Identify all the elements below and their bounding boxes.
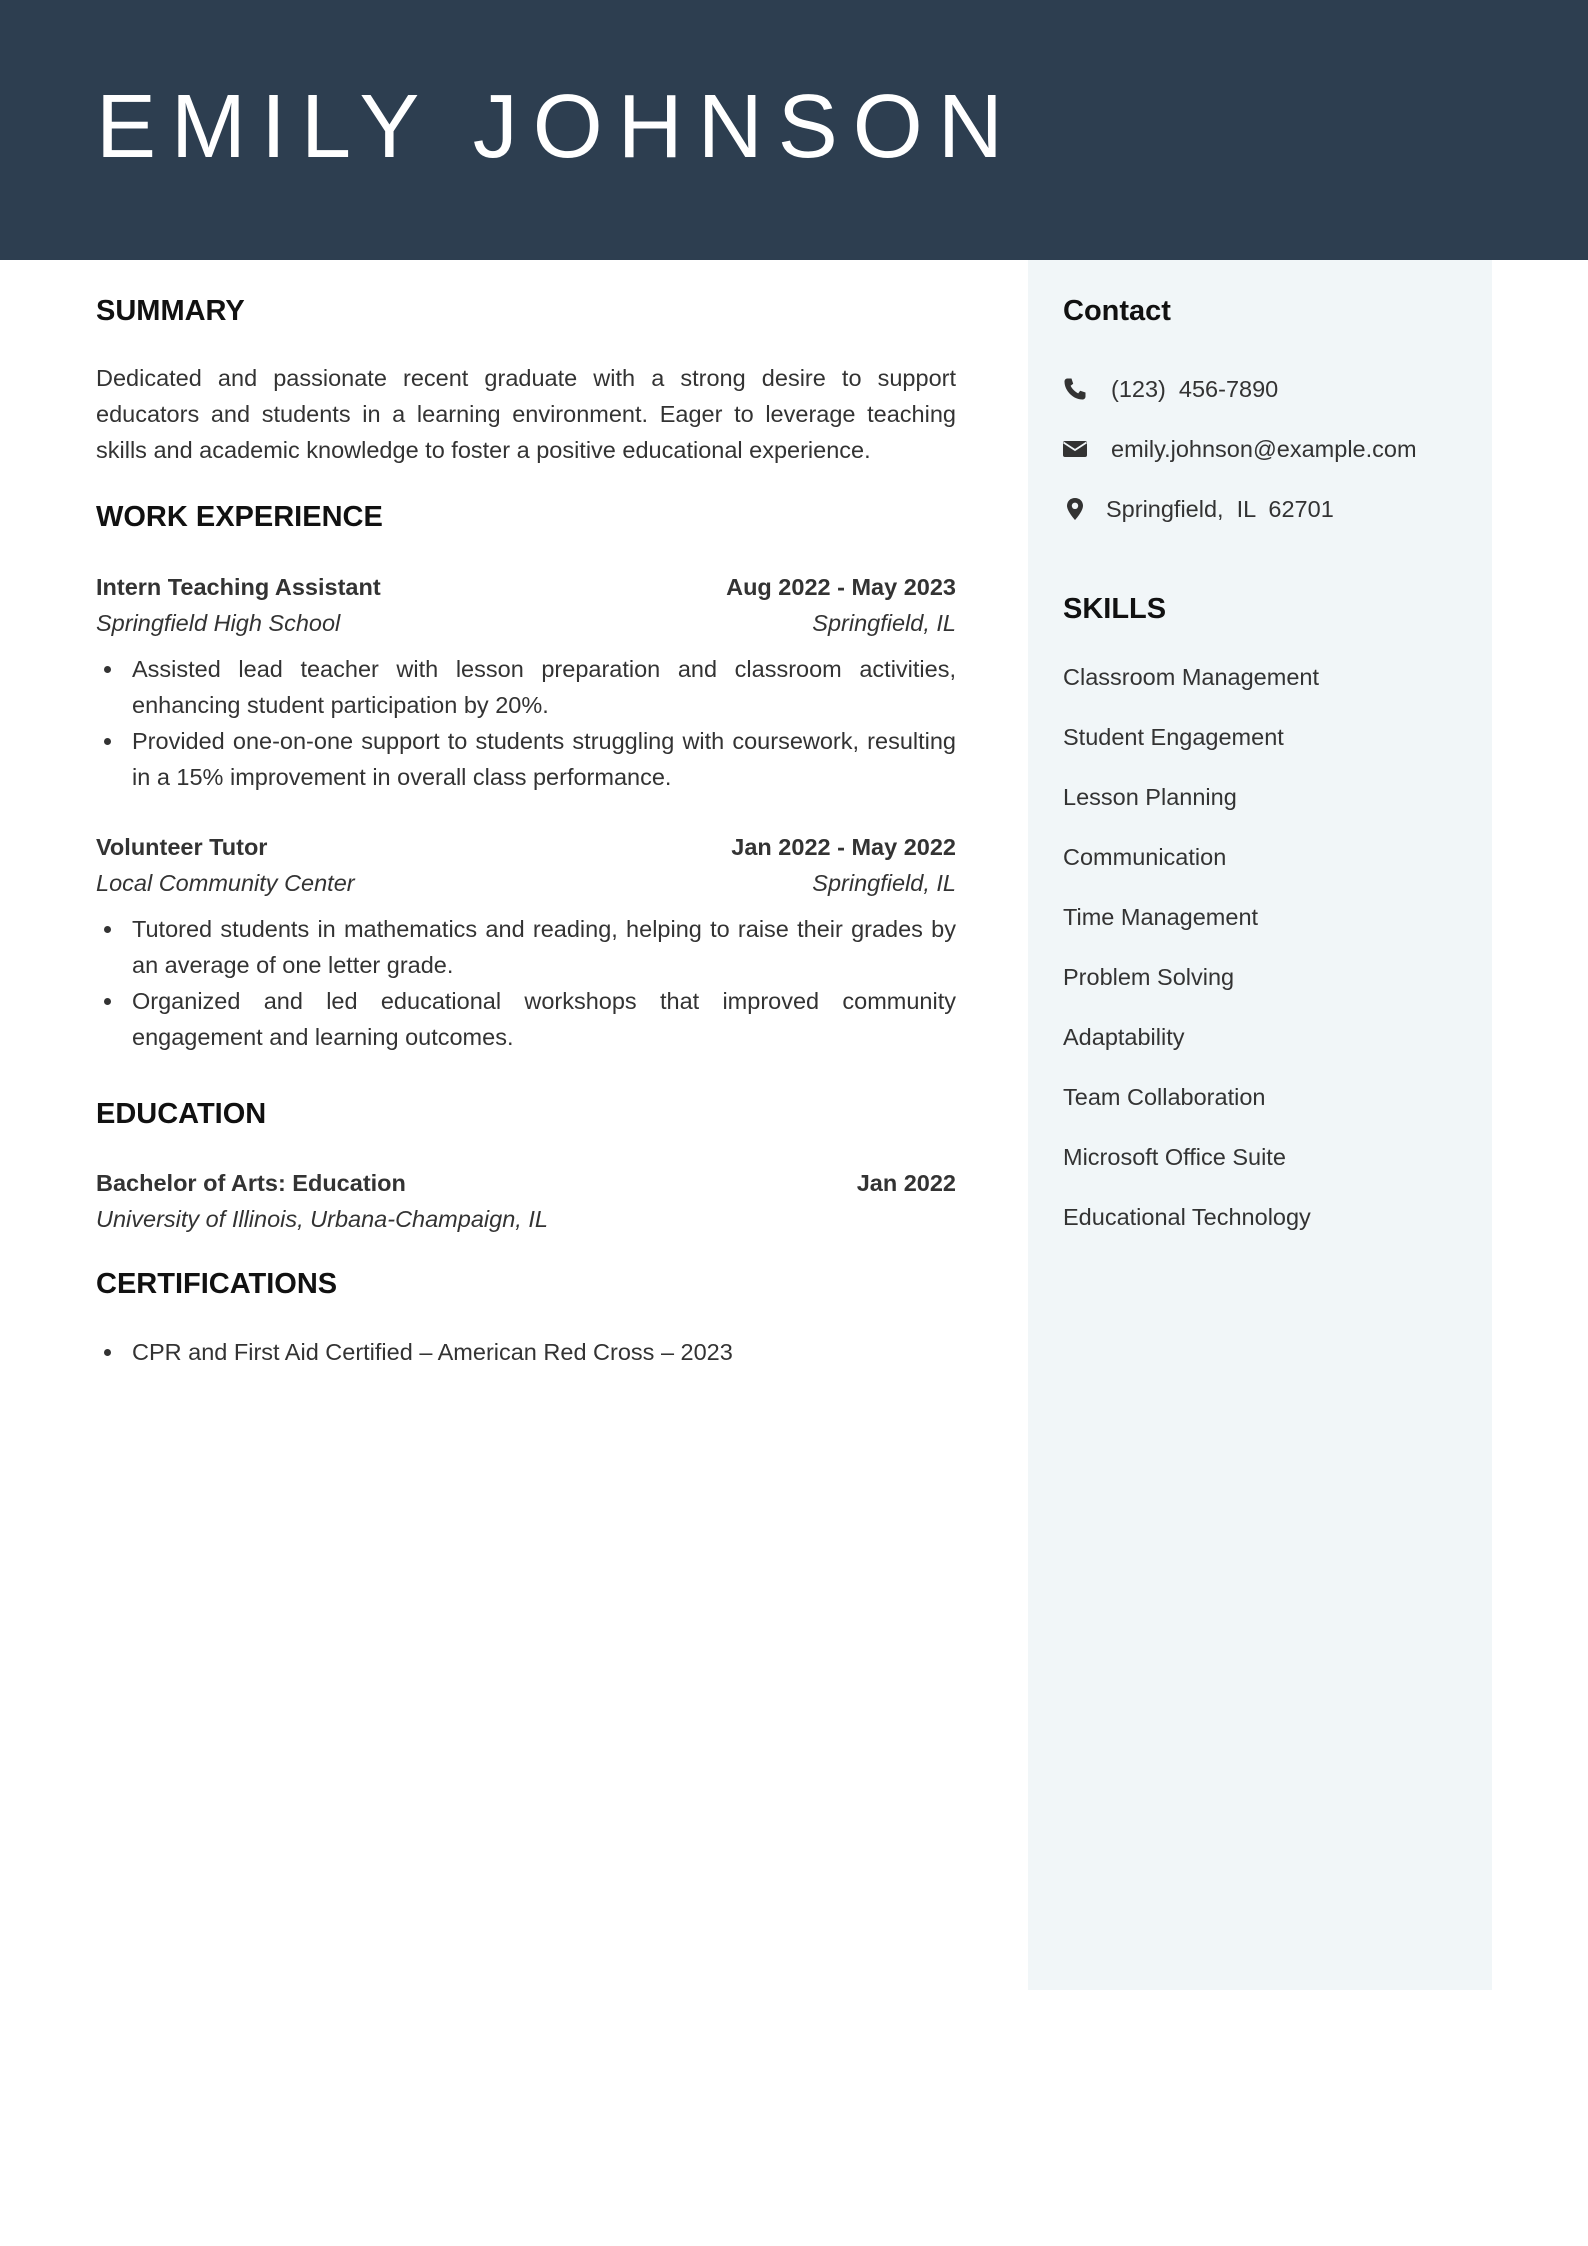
- list-item: [96, 651, 956, 723]
- education-heading: EDUCATION: [96, 1098, 267, 1130]
- skill-item: Microsoft Office Suite: [1063, 1144, 1286, 1170]
- bullet-dot: [104, 666, 111, 673]
- degree: Bachelor of Arts: Education: [96, 1170, 406, 1196]
- summary-heading: SUMMARY: [96, 295, 245, 327]
- skill-item: Classroom Management: [1063, 664, 1319, 690]
- list-item: [96, 1334, 956, 1370]
- list-item: [96, 983, 956, 1055]
- phone-icon: [1063, 377, 1087, 401]
- certification-text: CPR and First Aid Certified – American Red Cross – 2023: [132, 1339, 733, 1365]
- work-experience-heading: WORK EXPERIENCE: [96, 501, 383, 533]
- contact-heading: Contact: [1063, 295, 1171, 327]
- skill-item: Team Collaboration: [1063, 1084, 1266, 1110]
- bullet-text: Assisted lead teacher with lesson preparation and classroom activities, enhancing student participation by 20%.: [132, 656, 956, 718]
- bullet-text: Provided one-on-one support to students struggling with coursework, resulting in a 15% improvement in overall class performance.: [132, 728, 956, 790]
- bullet-dot: [104, 926, 111, 933]
- skill-item: Educational Technology: [1063, 1204, 1311, 1230]
- job-organization: Local Community Center: [96, 870, 355, 896]
- header-banner: [0, 0, 1588, 260]
- job-location: Springfield, IL: [812, 870, 956, 896]
- contact-email: emily.johnson@example.com: [1111, 436, 1417, 462]
- skill-item: Adaptability: [1063, 1024, 1185, 1050]
- bullet-text: Organized and led educational workshops that improved community engagement and learning outcomes.: [132, 988, 956, 1050]
- list-item: [96, 911, 956, 983]
- map-pin-icon: [1063, 497, 1087, 521]
- skills-heading: SKILLS: [1063, 593, 1167, 625]
- skill-item: Student Engagement: [1063, 724, 1284, 750]
- job-role: Intern Teaching Assistant: [96, 574, 381, 600]
- skill-item: Problem Solving: [1063, 964, 1235, 990]
- bullet-dot: [104, 738, 111, 745]
- skill-item: Time Management: [1063, 904, 1259, 930]
- skill-item: Communication: [1063, 844, 1227, 870]
- certifications-heading: CERTIFICATIONS: [96, 1268, 338, 1300]
- summary-text: Dedicated and passionate recent graduate with a strong desire to support educators and students in a learning environment. Eager to leverage teaching skills and academic knowledge to foster a positive educational experience.: [96, 365, 956, 463]
- education-date: Jan 2022: [856, 1170, 956, 1196]
- job-bullets: [96, 911, 956, 1055]
- job-role: Volunteer Tutor: [96, 834, 268, 860]
- candidate-name: EMILY JOHNSON: [96, 77, 1018, 177]
- envelope-icon: [1063, 437, 1087, 461]
- job-dates: Aug 2022 - May 2023: [726, 574, 956, 600]
- contact-location: Springfield, IL 62701: [1106, 496, 1334, 522]
- job-organization: Springfield High School: [96, 610, 341, 636]
- job-location: Springfield, IL: [812, 610, 956, 636]
- bullet-dot: [104, 998, 111, 1005]
- job-bullets: [96, 651, 956, 795]
- bullet-dot: [104, 1349, 111, 1356]
- bullet-text: Tutored students in mathematics and reading, helping to raise their grades by an average of one letter grade.: [132, 916, 956, 978]
- job-dates: Jan 2022 - May 2022: [731, 834, 956, 860]
- certifications-list: [96, 1334, 956, 1370]
- school-name: University of Illinois, Urbana-Champaign, IL: [96, 1206, 548, 1232]
- skill-item: Lesson Planning: [1063, 784, 1237, 810]
- contact-phone: (123) 456-7890: [1111, 376, 1279, 402]
- list-item: [96, 723, 956, 795]
